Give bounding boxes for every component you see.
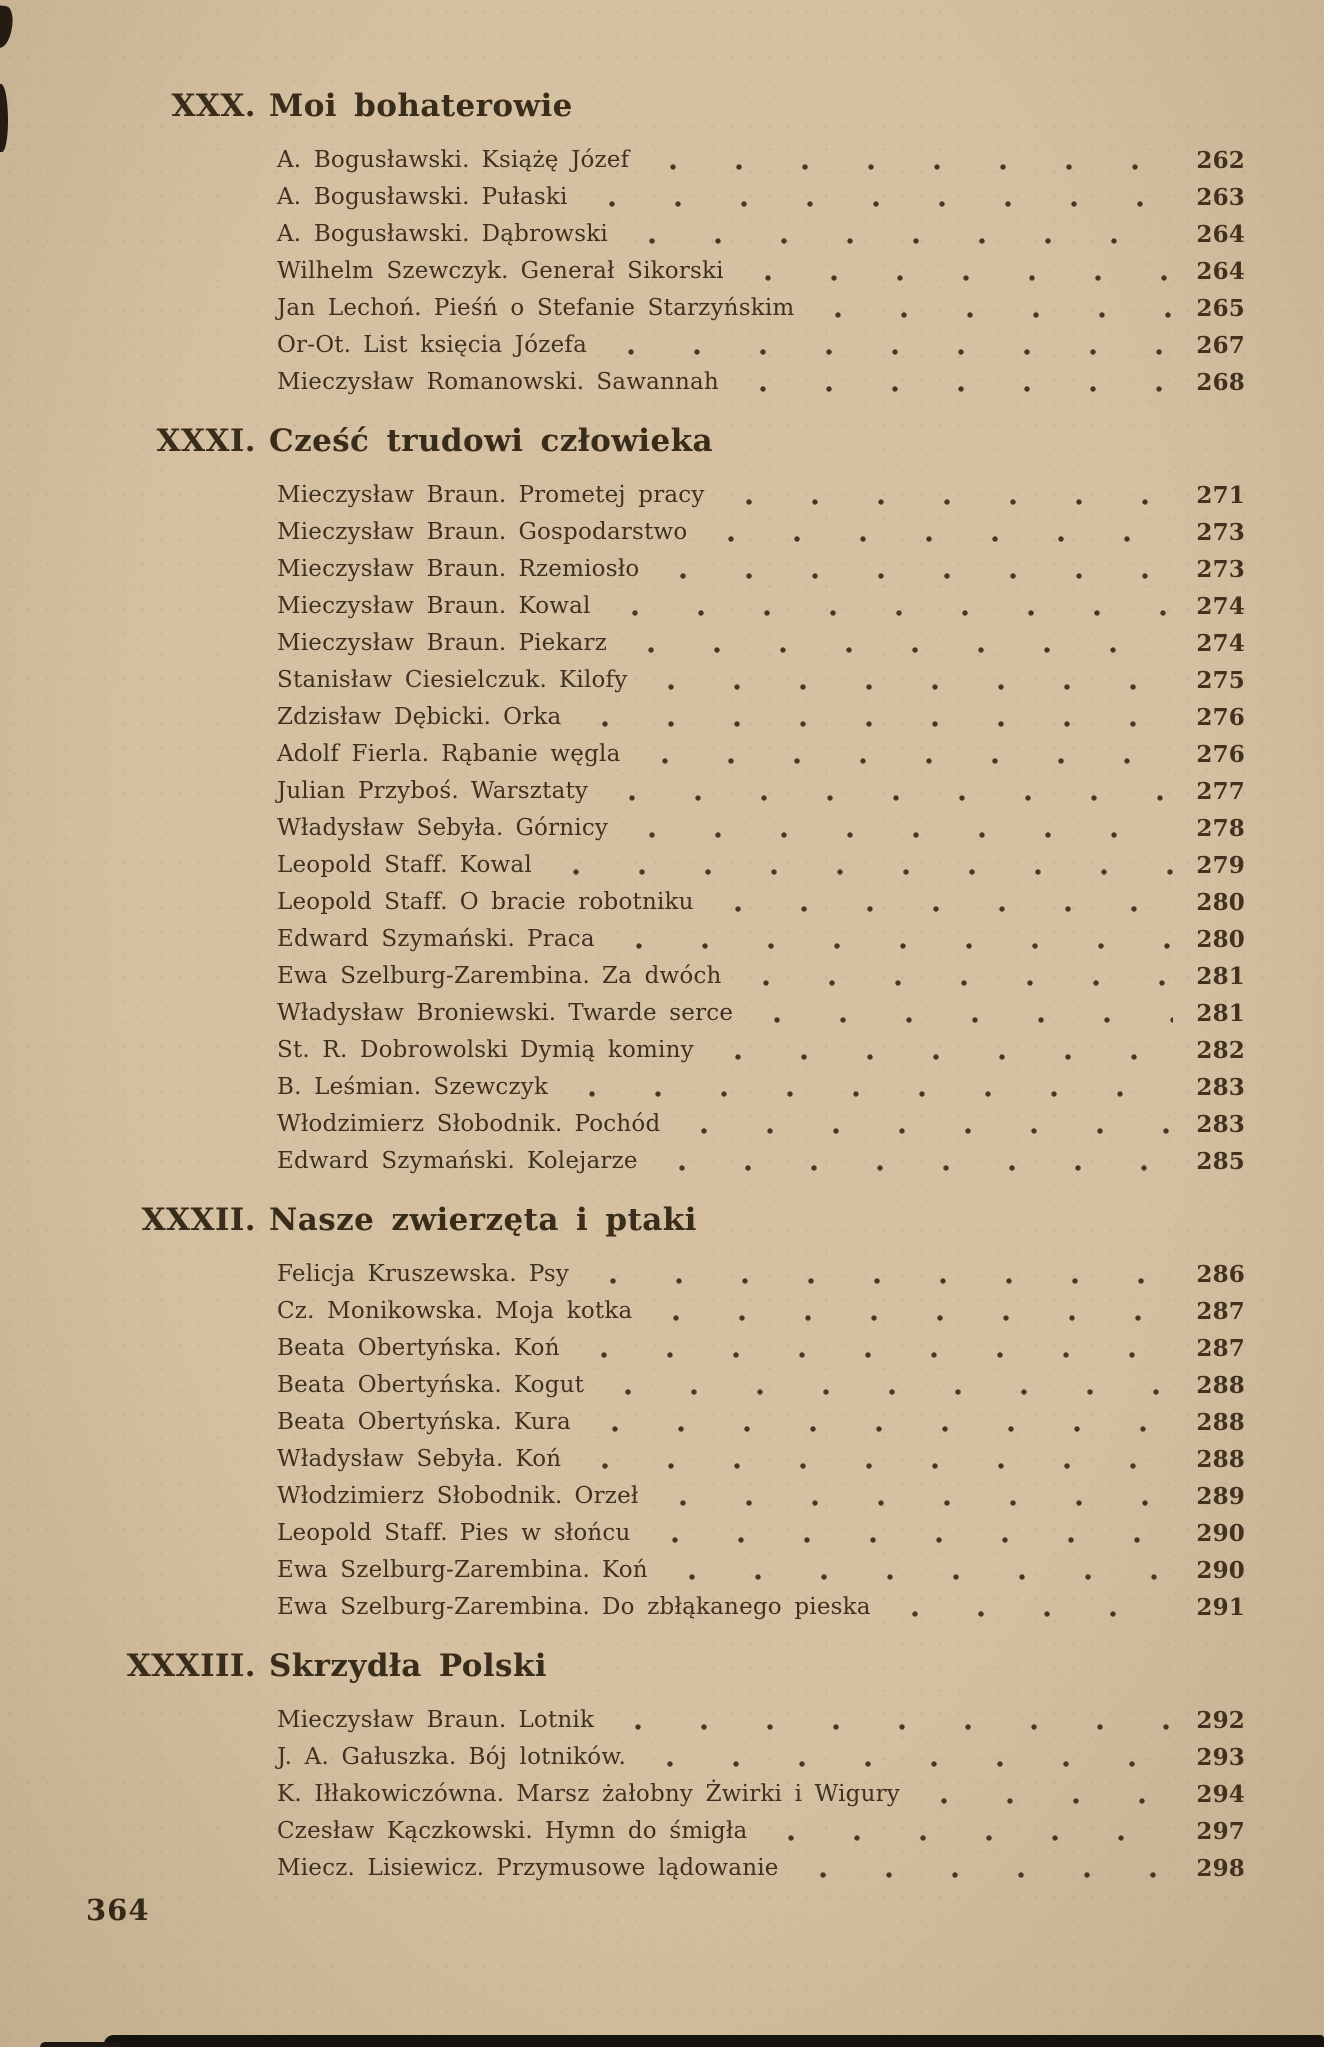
entry-page-number: 273	[1196, 556, 1245, 583]
entry-page-number: 278	[1196, 815, 1245, 842]
section-entries	[277, 142, 1245, 401]
entry-author: Cz. Monikowska.	[277, 1298, 484, 1324]
leader-dots	[729, 364, 1173, 401]
toc-entry	[277, 884, 1245, 921]
section-heading	[0, 1648, 1324, 1694]
entry-author: Leopold Staff.	[277, 1520, 448, 1546]
entry-page-number: 282	[1196, 1037, 1245, 1064]
entry-author: Beata Obertyńska.	[277, 1409, 502, 1435]
entry-author: Felicja Kruszewska.	[277, 1261, 517, 1287]
section-heading	[0, 88, 1324, 134]
entry-title: Orka	[503, 704, 562, 730]
leader-dots	[734, 253, 1173, 290]
toc-entry	[277, 958, 1245, 995]
toc-entry	[277, 810, 1245, 847]
entry-title: Sawannah	[596, 369, 719, 395]
entry-title: Lotnik	[518, 1707, 595, 1733]
leader-dots	[789, 1850, 1173, 1887]
entry-title: Koń	[515, 1446, 562, 1472]
leader-dots	[636, 1739, 1173, 1776]
leader-dots	[579, 1256, 1173, 1293]
entry-page-number: 273	[1196, 519, 1245, 546]
entry-title: Rzemiosło	[518, 556, 640, 582]
section-entries	[277, 1702, 1245, 1887]
entry-title: Kolejarze	[526, 1148, 638, 1174]
entry-author: Edward Szymański.	[277, 1148, 515, 1174]
toc-entry	[277, 1330, 1245, 1367]
table-of-contents	[0, 88, 1324, 1909]
leader-dots	[639, 142, 1173, 179]
toc-section	[0, 423, 1324, 1180]
entry-title: Za dwóch	[602, 963, 722, 989]
entry-title: Koń	[602, 1557, 648, 1583]
toc-section	[0, 88, 1324, 401]
entry-author: A. Bogusławski.	[277, 184, 470, 210]
section-numeral: XXXIII.	[126, 1648, 256, 1684]
entry-title: Książę Józef	[481, 147, 630, 173]
entry-page-number: 271	[1196, 482, 1245, 509]
entry-page-number: 280	[1196, 926, 1245, 953]
entry-title: Szewczyk	[433, 1074, 549, 1100]
leader-dots	[649, 1478, 1173, 1515]
entry-page-number: 268	[1196, 369, 1245, 396]
entry-title: Dąbrowski	[481, 221, 608, 247]
entry-title: Generał Sikorski	[520, 258, 724, 284]
toc-entry	[277, 253, 1245, 290]
section-title: Moi bohaterowie	[269, 88, 573, 124]
entry-page-number: 279	[1196, 852, 1245, 879]
leader-dots	[743, 995, 1173, 1032]
toc-entry	[277, 847, 1245, 884]
entry-title: Przymusowe lądowanie	[496, 1855, 779, 1881]
entry-author: J. A. Gałuszka.	[277, 1744, 457, 1770]
entry-author: Wilhelm Szewczyk.	[277, 258, 509, 284]
toc-entry	[277, 142, 1245, 179]
toc-entry	[277, 216, 1245, 253]
entry-title: Psy	[528, 1261, 570, 1287]
leader-dots	[881, 1589, 1173, 1626]
toc-entry	[277, 1441, 1245, 1478]
entry-author: Mieczysław Braun.	[277, 482, 507, 508]
entry-page-number: 283	[1196, 1111, 1245, 1138]
toc-entry	[277, 1702, 1245, 1739]
toc-entry	[277, 736, 1245, 773]
toc-entry	[277, 699, 1245, 736]
entry-title: Moja kotka	[495, 1298, 633, 1324]
entry-author: Julian Przyboś.	[277, 778, 459, 804]
leader-dots	[571, 699, 1173, 736]
toc-entry	[277, 364, 1245, 401]
entry-page-number: 293	[1196, 1744, 1245, 1771]
leader-dots	[715, 477, 1173, 514]
toc-entry	[277, 1367, 1245, 1404]
entry-author: Mieczysław Braun.	[277, 519, 507, 545]
entry-title: Orzeł	[574, 1483, 639, 1509]
entry-author: Or-Ot.	[277, 332, 352, 358]
section-heading	[0, 423, 1324, 469]
entry-page-number: 276	[1196, 741, 1245, 768]
leader-dots	[618, 810, 1173, 847]
entry-author: K. Iłłakowiczówna.	[277, 1781, 505, 1807]
entry-page-number: 288	[1196, 1446, 1245, 1473]
entry-page-number: 265	[1196, 295, 1245, 322]
section-heading	[0, 1202, 1324, 1248]
leader-dots	[637, 662, 1173, 699]
entry-page-number: 277	[1196, 778, 1245, 805]
entry-page-number: 267	[1196, 332, 1245, 359]
toc-entry	[277, 1552, 1245, 1589]
entry-page-number: 283	[1196, 1074, 1245, 1101]
leader-dots	[658, 1552, 1173, 1589]
toc-entry	[277, 662, 1245, 699]
entry-author: Ewa Szelburg-Zarembina.	[277, 1557, 590, 1583]
leader-dots	[558, 1069, 1173, 1106]
entry-title: Kura	[513, 1409, 571, 1435]
leader-dots	[618, 216, 1173, 253]
leader-dots	[910, 1776, 1173, 1813]
entry-page-number: 274	[1196, 630, 1245, 657]
leader-dots	[648, 1143, 1173, 1180]
entry-page-number: 287	[1196, 1335, 1245, 1362]
leader-dots	[704, 1032, 1173, 1069]
entry-page-number: 275	[1196, 667, 1245, 694]
toc-entry	[277, 327, 1245, 364]
leader-dots	[697, 514, 1173, 551]
entry-title: Koń	[513, 1335, 560, 1361]
entry-page-number: 290	[1196, 1520, 1245, 1547]
leader-dots	[581, 1404, 1173, 1441]
entry-page-number: 288	[1196, 1372, 1245, 1399]
toc-section	[0, 1648, 1324, 1887]
entry-title: Warsztaty	[470, 778, 589, 804]
leader-dots	[542, 847, 1173, 884]
entry-author: Stanisław Ciesielczuk.	[277, 667, 548, 693]
entry-author: Włodzimierz Słobodnik.	[277, 1483, 563, 1509]
toc-entry	[277, 290, 1245, 327]
entry-page-number: 263	[1196, 184, 1245, 211]
entry-author: Beata Obertyńska.	[277, 1372, 502, 1398]
toc-entry	[277, 1143, 1245, 1180]
toc-entry	[277, 1589, 1245, 1626]
leader-dots	[804, 290, 1173, 327]
leader-dots	[670, 1106, 1173, 1143]
entry-author: A. Bogusławski.	[277, 221, 470, 247]
leader-dots	[571, 1441, 1173, 1478]
entry-author: Mieczysław Braun.	[277, 1707, 507, 1733]
leader-dots	[617, 625, 1173, 662]
footer-page-number: 364	[86, 1893, 150, 1927]
toc-entry	[277, 179, 1245, 216]
toc-entry	[277, 477, 1245, 514]
entry-author: Adolf Fierla.	[277, 741, 430, 767]
entry-page-number: 297	[1196, 1818, 1245, 1845]
section-title: Skrzydła Polski	[269, 1648, 547, 1684]
section-numeral: XXXII.	[141, 1202, 256, 1238]
entry-page-number: 281	[1196, 1000, 1245, 1027]
entry-page-number: 298	[1196, 1855, 1245, 1882]
entry-author: B. Leśmian.	[277, 1074, 422, 1100]
entry-author: Ewa Szelburg-Zarembina.	[277, 1594, 590, 1620]
toc-entry	[277, 921, 1245, 958]
entry-author: Czesław Kączkowski.	[277, 1818, 533, 1844]
leader-dots	[594, 1367, 1173, 1404]
entry-author: Mieczysław Braun.	[277, 556, 507, 582]
entry-title: Do zbłąkanego pieska	[602, 1594, 871, 1620]
entry-title: Hymn do śmigła	[544, 1818, 748, 1844]
entry-title: Pochód	[574, 1111, 661, 1137]
entry-author: Mieczysław Romanowski.	[277, 369, 585, 395]
scan-artifact-bottom-strip-left	[40, 2042, 120, 2047]
entry-title: Pieśń o Stefanie Starzyńskim	[433, 295, 795, 321]
entry-page-number: 274	[1196, 593, 1245, 620]
section-title: Cześć trudowi człowieka	[269, 423, 713, 459]
toc-entry	[277, 773, 1245, 810]
leader-dots	[605, 921, 1173, 958]
toc-entry	[277, 551, 1245, 588]
entry-author: Ewa Szelburg-Zarembina.	[277, 963, 590, 989]
entry-title: Gospodarstwo	[518, 519, 688, 545]
leader-dots	[704, 884, 1173, 921]
entry-title: Kogut	[513, 1372, 585, 1398]
entry-title: Kowal	[459, 852, 532, 878]
entry-title: Bój lotników.	[468, 1744, 626, 1770]
leader-dots	[570, 1330, 1173, 1367]
entry-author: Leopold Staff.	[277, 852, 448, 878]
entry-page-number: 276	[1196, 704, 1245, 731]
entry-title: Piekarz	[518, 630, 608, 656]
entry-author: Leopold Staff.	[277, 889, 448, 915]
entry-author: Beata Obertyńska.	[277, 1335, 502, 1361]
toc-entry	[277, 1069, 1245, 1106]
toc-entry	[277, 625, 1245, 662]
entry-author: Włodzimierz Słobodnik.	[277, 1111, 563, 1137]
leader-dots	[642, 1293, 1173, 1330]
leader-dots	[649, 551, 1173, 588]
toc-section	[0, 1202, 1324, 1626]
toc-entry	[277, 514, 1245, 551]
section-entries	[277, 477, 1245, 1180]
toc-entry	[277, 588, 1245, 625]
entry-page-number: 285	[1196, 1148, 1245, 1175]
entry-page-number: 281	[1196, 963, 1245, 990]
entry-title: Marsz żałobny Żwirki i Wigury	[516, 1781, 900, 1807]
scan-artifact-bottom-strip	[104, 2035, 1324, 2047]
entry-page-number: 292	[1196, 1707, 1245, 1734]
entry-author: Miecz. Lisiewicz.	[277, 1855, 485, 1881]
toc-entry	[277, 1293, 1245, 1330]
entry-author: St. R. Dobrowolski	[277, 1037, 508, 1063]
toc-entry	[277, 1404, 1245, 1441]
toc-entry	[277, 1850, 1245, 1887]
entry-title: Kilofy	[559, 667, 628, 693]
entry-title: Górnicy	[515, 815, 609, 841]
toc-entry	[277, 1256, 1245, 1293]
scan-artifact-top-left-1	[0, 5, 15, 49]
entry-page-number: 287	[1196, 1298, 1245, 1325]
toc-entry	[277, 1032, 1245, 1069]
entry-title: Pies w słońcu	[459, 1520, 631, 1546]
entry-author: Władysław Sebyła.	[277, 1446, 504, 1472]
entry-page-number: 264	[1196, 221, 1245, 248]
leader-dots	[631, 736, 1173, 773]
toc-entry	[277, 1478, 1245, 1515]
section-numeral: XXX.	[171, 88, 256, 124]
entry-author: Zdzisław Dębicki.	[277, 704, 492, 730]
section-numeral: XXXI.	[156, 423, 256, 459]
entry-title: List księcia Józefa	[363, 332, 588, 358]
entry-title: Prometej pracy	[518, 482, 705, 508]
leader-dots	[597, 327, 1173, 364]
leader-dots	[732, 958, 1173, 995]
entry-title: Dymią kominy	[520, 1037, 694, 1063]
entry-author: A. Bogusławski.	[277, 147, 470, 173]
toc-entry	[277, 1515, 1245, 1552]
entry-title: Twarde serce	[568, 1000, 734, 1026]
entry-title: O bracie robotniku	[459, 889, 694, 915]
leader-dots	[757, 1813, 1173, 1850]
entry-page-number: 262	[1196, 147, 1245, 174]
toc-entry	[277, 995, 1245, 1032]
entry-page-number: 290	[1196, 1557, 1245, 1584]
section-title: Nasze zwierzęta i ptaki	[269, 1202, 697, 1238]
leader-dots	[598, 773, 1173, 810]
entry-page-number: 291	[1196, 1594, 1245, 1621]
leader-dots	[604, 1702, 1173, 1739]
leader-dots	[578, 179, 1173, 216]
entry-author: Mieczysław Braun.	[277, 593, 507, 619]
section-entries	[277, 1256, 1245, 1626]
entry-title: Kowal	[518, 593, 591, 619]
leader-dots	[601, 588, 1173, 625]
leader-dots	[641, 1515, 1173, 1552]
entry-author: Jan Lechoń.	[277, 295, 422, 321]
toc-entry	[277, 1739, 1245, 1776]
toc-entry	[277, 1813, 1245, 1850]
toc-entry	[277, 1776, 1245, 1813]
entry-page-number: 286	[1196, 1261, 1245, 1288]
entry-author: Mieczysław Braun.	[277, 630, 507, 656]
entry-title: Pułaski	[481, 184, 568, 210]
entry-author: Władysław Broniewski.	[277, 1000, 557, 1026]
entry-page-number: 294	[1196, 1781, 1245, 1808]
entry-page-number: 288	[1196, 1409, 1245, 1436]
entry-author: Władysław Sebyła.	[277, 815, 504, 841]
entry-page-number: 289	[1196, 1483, 1245, 1510]
entry-author: Edward Szymański.	[277, 926, 515, 952]
entry-page-number: 264	[1196, 258, 1245, 285]
toc-entry	[277, 1106, 1245, 1143]
entry-title: Rąbanie węgla	[441, 741, 621, 767]
entry-page-number: 280	[1196, 889, 1245, 916]
entry-title: Praca	[526, 926, 595, 952]
